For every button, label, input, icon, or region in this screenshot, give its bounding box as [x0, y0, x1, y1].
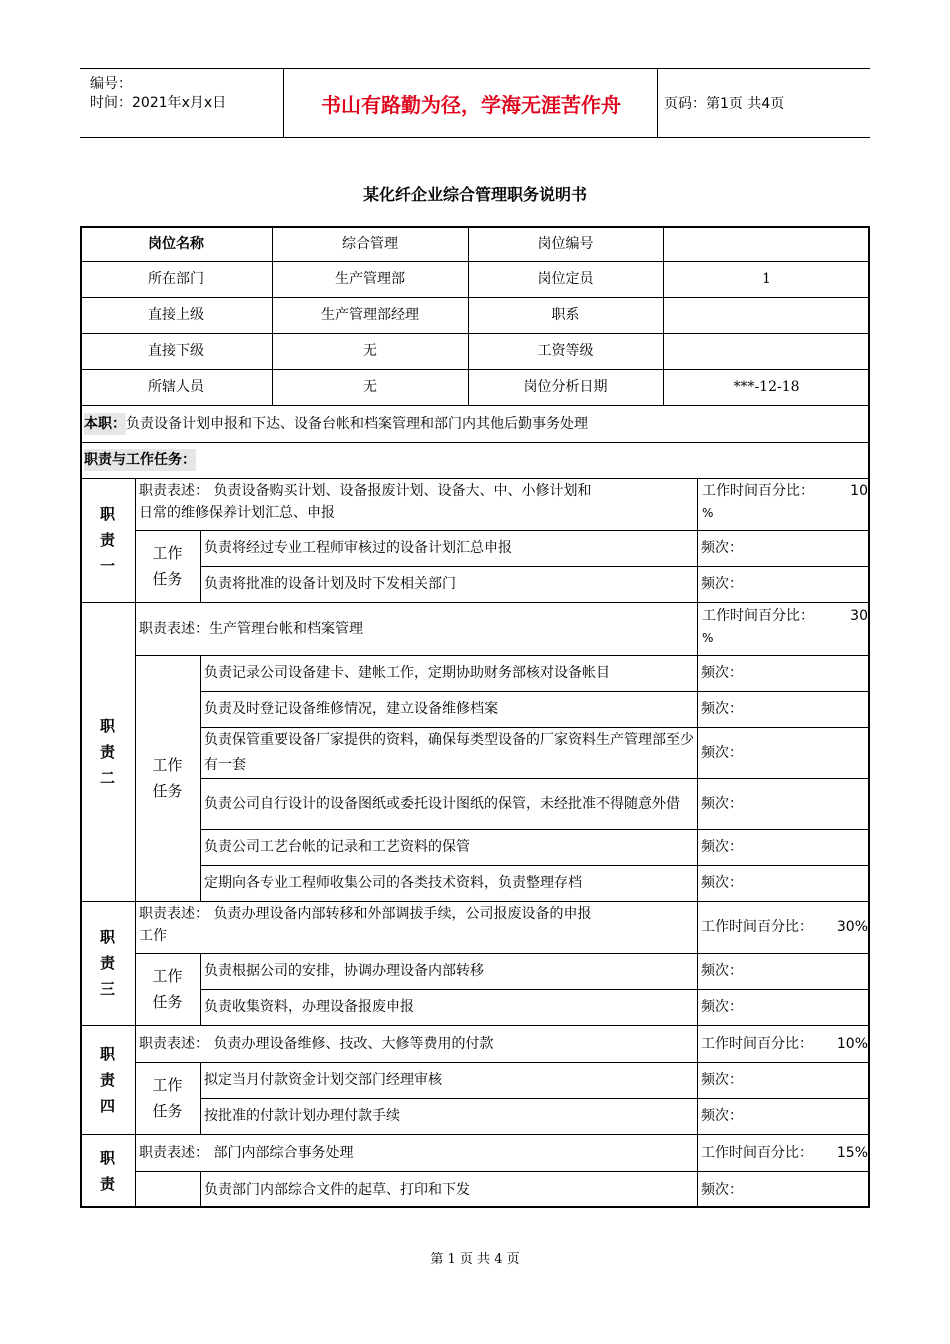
duty-3-tasks-label: 工作 任务 [152, 967, 183, 1011]
duty-3-task-2-frequency: 频次： [701, 999, 743, 1015]
page-footer: 第 1 页 共 4 页 [430, 1252, 520, 1267]
header-meta [90, 75, 226, 113]
duty-summary-label: 本职： [84, 413, 126, 435]
info-value-position-code [663, 226, 870, 261]
duty-1-description: 职责表述： 负责设备购买计划、设备报废计划、设备大、中、小修计划和 日常的维修保养计划汇总、申报 [139, 483, 592, 521]
duty-1-task-1: 负责将经过专业工程师审核过的设备计划汇总申报 [204, 540, 512, 556]
duty-2-description: 职责表述：生产管理台帐和档案管理 [139, 620, 363, 637]
info-label-supervisor: 直接上级 [148, 307, 204, 323]
duty-4-task-2: 按批准的付款计划办理付款手续 [204, 1108, 400, 1124]
duty-5-description: 职责表述： 部门内部综合事务处理 [139, 1144, 354, 1161]
duty-2-task-5: 负责公司工艺台帐的记录和工艺资料的保管 [204, 839, 470, 855]
duty-4-time-percentage: 工作时间百分比： 10% [701, 1035, 868, 1052]
header-page-info: 页码：第1页 共4页 [664, 96, 785, 112]
info-label-position-code: 岗位编号 [537, 235, 594, 252]
header-divider [657, 69, 658, 137]
duty-1-tasks-label: 工作 任务 [152, 544, 183, 588]
info-label-analysis-date: 岗位分析日期 [523, 379, 608, 395]
info-value-subordinate: 无 [363, 343, 377, 359]
duty-5-name: 职 责 [99, 1149, 115, 1193]
duty-2-task-1: 负责记录公司设备建卡、建帐工作，定期协助财务部核对设备帐目 [204, 665, 610, 681]
info-value-analysis-date: ***-12-18 [733, 379, 800, 395]
duty-1-task-2: 负责将批准的设备计划及时下发相关部门 [204, 576, 456, 592]
duty-summary-row [80, 405, 870, 442]
duty-2-task-3-frequency: 频次： [701, 744, 743, 761]
info-value-supervisor: 生产管理部经理 [321, 307, 419, 323]
info-value-staff: 无 [363, 379, 377, 395]
duty-1-task-2-frequency: 频次： [701, 576, 743, 592]
info-label-staff: 所辖人员 [148, 379, 204, 395]
duty-1-name: 职 责 一 [99, 505, 115, 575]
duty-4-tasks-label: 工作 任务 [152, 1076, 183, 1120]
duty-3-task-1: 负责根据公司的安排，协调办理设备内部转移 [204, 963, 484, 979]
duty-2-task-1-frequency: 频次： [701, 665, 743, 681]
duty-2-task-6-frequency: 频次： [701, 875, 743, 891]
duty-3-description: 职责表述： 负责办理设备内部转移和外部调拔手续，公司报废设备的申报 工作 [139, 906, 592, 944]
info-label-job-family: 职系 [551, 307, 580, 323]
duty-3-name: 职 责 三 [99, 928, 115, 998]
header-motto: 书山有路勤为径，学海无涯苦作舟 [321, 92, 621, 117]
duty-4-task-1: 拟定当月付款资金计划交部门经理审核 [204, 1072, 442, 1088]
document-title: 某化纤企业综合管理职务说明书 [362, 185, 587, 204]
info-value-salary-grade [663, 333, 870, 369]
duty-2-task-2: 负责及时登记设备维修情况，建立设备维修档案 [204, 701, 498, 717]
info-label-position-name: 岗位名称 [148, 235, 204, 252]
duty-2-task-4: 负责公司自行设计的设备图纸或委托设计图纸的保管，未经批准不得随意外借 [204, 795, 680, 812]
duty-2-name: 职 责 二 [99, 716, 115, 787]
duty-4-name: 职 责 四 [99, 1044, 115, 1115]
duty-2-task-5-frequency: 频次： [701, 839, 743, 855]
duty-2-task-4-frequency: 频次： [701, 795, 743, 812]
date-label: 时间：2021年x月x日 [90, 95, 227, 111]
duty-2-tasks-label: 工作 任务 [152, 756, 183, 800]
duty-4-task-1-frequency: 频次： [701, 1072, 743, 1088]
page-header [80, 68, 870, 138]
duty-1-task-1-frequency: 频次： [701, 540, 743, 556]
duty-summary-text: 负责设备计划申报和下达、设备台帐和档案管理和部门内其他后勤事务处理 [126, 415, 588, 432]
info-label-salary-grade: 工资等级 [537, 343, 594, 359]
duty-3-task-1-frequency: 频次： [701, 963, 743, 979]
info-value-department: 生产管理部 [335, 271, 405, 287]
duty-2-task-3: 负责保管重要设备厂家提供的资料，确保每类型设备的厂家资料生产管理部至少有一套 [204, 731, 694, 773]
duty-2-time-percentage: 工作时间百分比： 30 % [702, 608, 868, 645]
info-value-headcount: 1 [762, 271, 771, 287]
duty-2-task-2-frequency: 频次： [701, 701, 743, 717]
duty-3-time-percentage: 工作时间百分比： 30% [701, 919, 868, 935]
section-label: 职责与工作任务： [84, 449, 196, 471]
duty-2-task-6: 定期向各专业工程师收集公司的各类技术资料，负责整理存档 [204, 875, 582, 891]
info-value-job-family [663, 297, 870, 333]
duty-5-time-percentage: 工作时间百分比： 15% [701, 1144, 868, 1161]
section-label-row [80, 442, 870, 478]
info-label-subordinate: 直接下级 [148, 343, 204, 359]
duty-5-task-1-frequency: 频次： [701, 1181, 743, 1198]
duty-4-description: 职责表述： 负责办理设备维修、技改、大修等费用的付款 [139, 1035, 494, 1052]
info-label-headcount: 岗位定员 [537, 271, 594, 287]
info-label-department: 所在部门 [148, 271, 204, 287]
info-value-position-name: 综合管理 [342, 235, 398, 252]
duty-1-time-percentage: 工作时间百分比： 10 % [702, 483, 868, 520]
duty-4-task-2-frequency: 频次： [701, 1108, 743, 1124]
duty-5-task-1: 负责部门内部综合文件的起草、打印和下发 [204, 1181, 470, 1198]
code-label: 编号： [90, 76, 132, 92]
duty-3-task-2: 负责收集资料，办理设备报废申报 [204, 999, 414, 1015]
